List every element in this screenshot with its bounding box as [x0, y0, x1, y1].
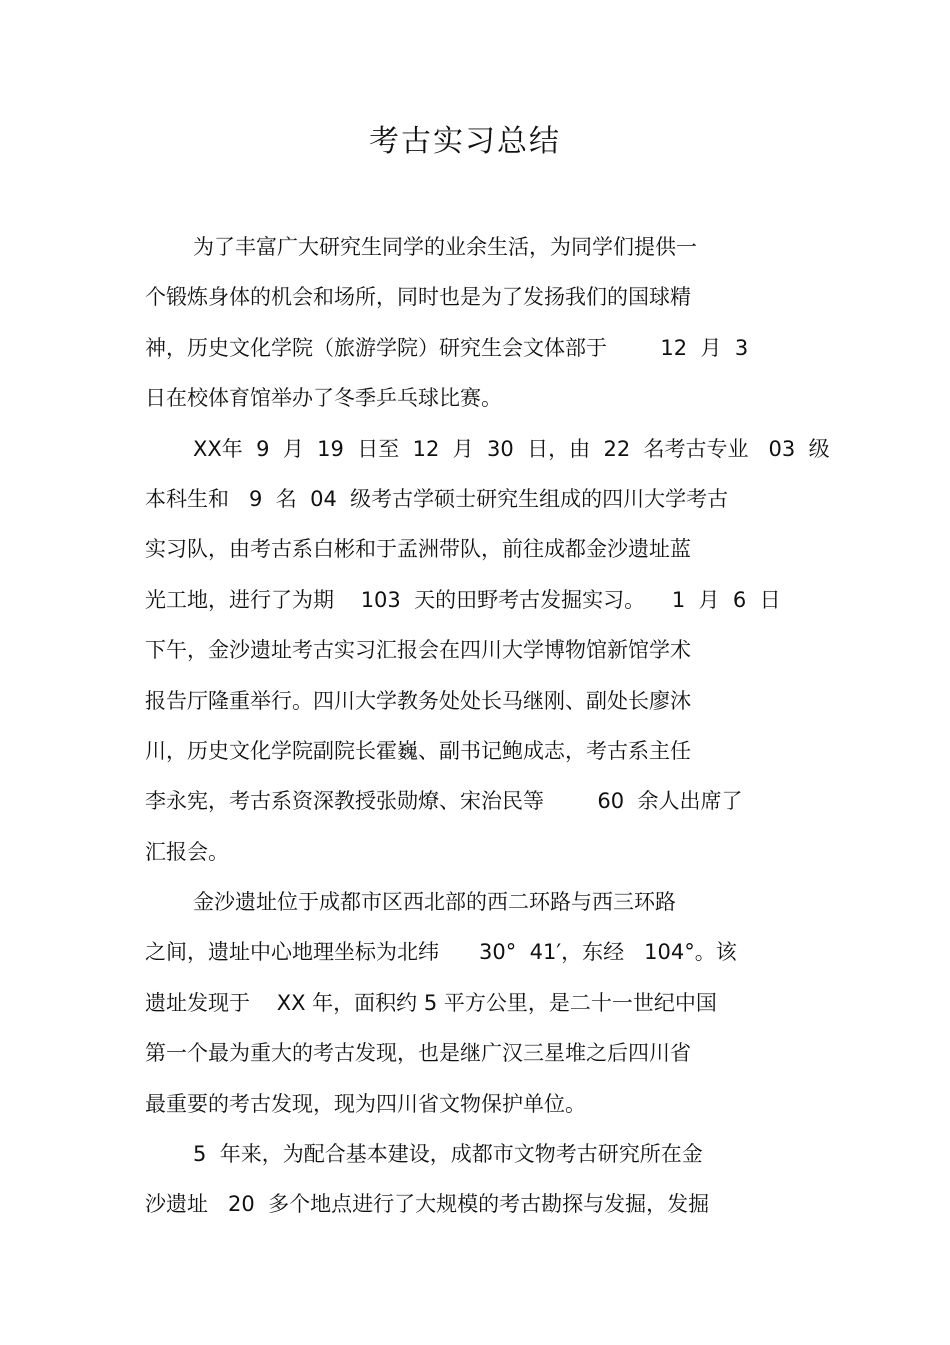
body-line: 实习队，由考古系白彬和于孟洲带队，前往成都金沙遗址蓝	[145, 537, 691, 562]
body-line: 遗址发现于 XX 年，面积约 5 平方公里，是二十一世纪中国	[145, 990, 717, 1015]
body-line: 5 年来，为配合基本建设，成都市文物考古研究所在金	[193, 1142, 703, 1167]
body-line: 光工地，进行了为期 103 天的田野考古发掘实习。 1 月 6 日	[145, 587, 781, 612]
body-line: 报告厅隆重举行。四川大学教务处处长马继刚、副处长廖沐	[145, 688, 691, 713]
body-line: 神，历史文化学院（旅游学院）研究生会文体部于 12 月 3	[145, 335, 749, 360]
body-line: 沙遗址 20 多个地点进行了大规模的考古勘探与发掘，发掘	[145, 1192, 710, 1217]
body-line: 个锻炼身体的机会和场所，同时也是为了发扬我们的国球精	[145, 285, 691, 310]
document-body	[145, 222, 830, 1230]
body-line: 之间，遗址中心地理坐标为北纬 30° 41′，东经 104°。该	[145, 940, 737, 965]
body-line: 川，历史文化学院副院长霍巍、副书记鲍成志，考古系主任	[145, 738, 691, 763]
body-line: 第一个最为重大的考古发现，也是继广汉三星堆之后四川省	[145, 1041, 691, 1066]
body-line: 汇报会。	[145, 839, 229, 864]
body-line: XX年 9 月 19 日至 12 月 30 日，由 22 名考古专业 03 级	[193, 436, 830, 461]
body-line: 下午，金沙遗址考古实习汇报会在四川大学博物馆新馆学术	[145, 638, 691, 663]
body-line: 日在校体育馆举办了冬季乒乓球比赛。	[145, 386, 502, 411]
body-line: 李永宪，考古系资深教授张勋燎、宋治民等 60 余人出席了	[145, 789, 743, 814]
document-title: 考古实习总结	[369, 124, 561, 159]
body-line: 最重要的考古发现，现为四川省文物保护单位。	[145, 1091, 586, 1116]
body-line: 金沙遗址位于成都市区西北部的西二环路与西三环路	[193, 890, 676, 915]
body-line: 本科生和 9 名 04 级考古学硕士研究生组成的四川大学考古	[145, 486, 729, 511]
body-line: 为了丰富广大研究生同学的业余生活，为同学们提供一	[193, 235, 697, 259]
